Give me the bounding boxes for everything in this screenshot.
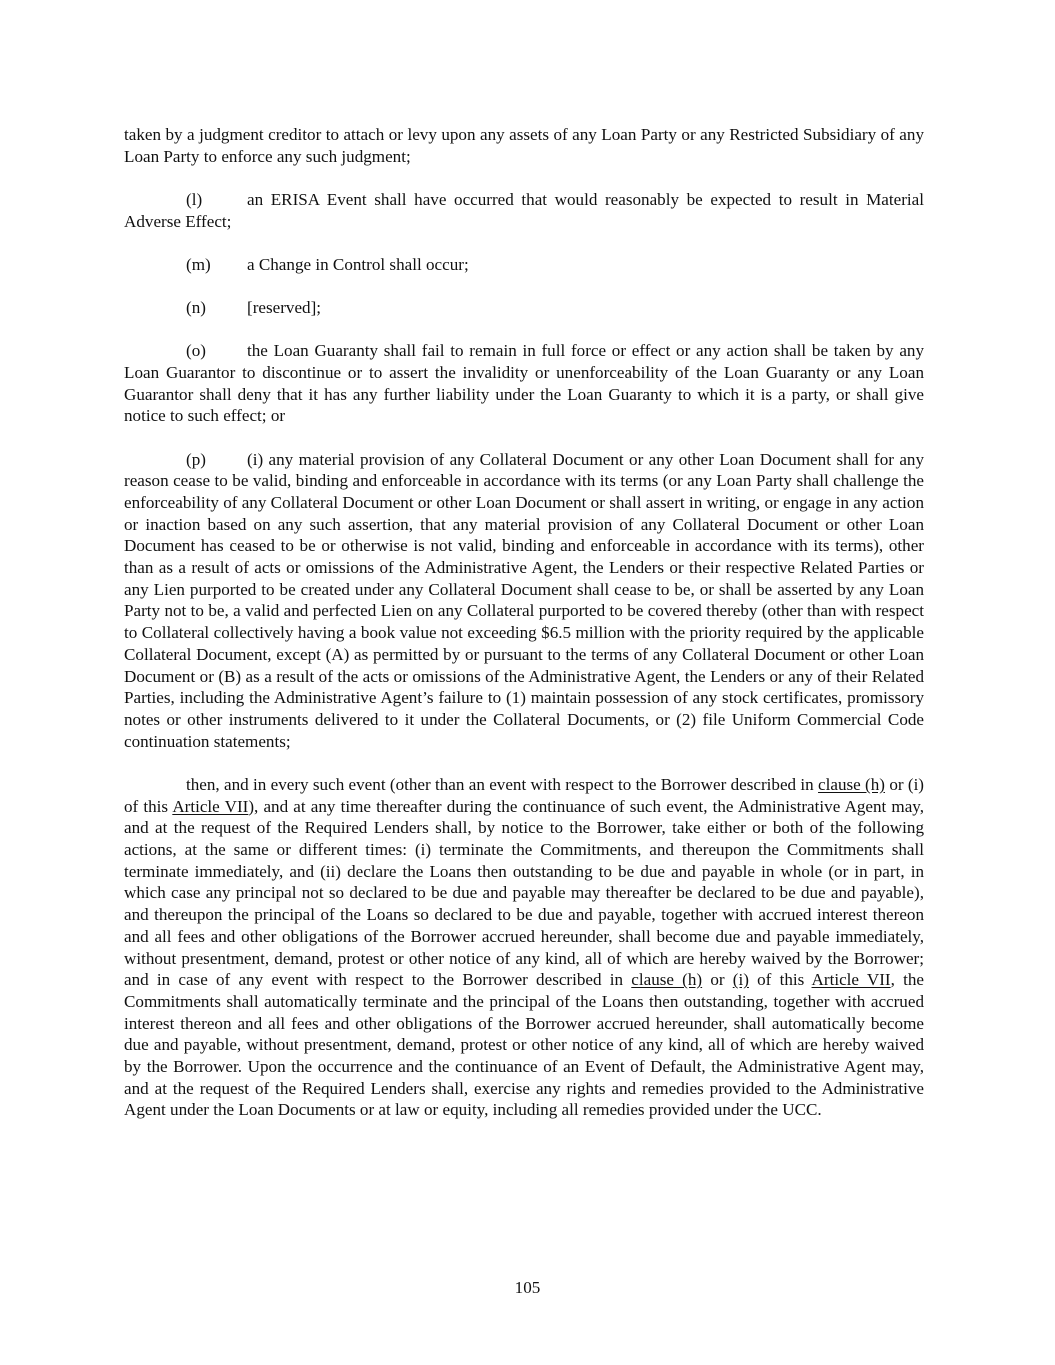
clause-text: the Loan Guaranty shall fail to remain in full force or effect or any action shall be taken by any Loan Guarantor to discontinue or to assert the invalidity or unenforceability of the Loan Guaranty or any Loan Guarantor shall deny that it has any further liability under the Loan Guaranty to which it is a party, or shall give notice to such effect; or (124, 341, 924, 426)
clause-p (124, 449, 924, 753)
remedies-text: or (i) of this (124, 774, 925, 816)
document-page (124, 124, 924, 1143)
clause-text: an ERISA Event shall have occurred that would reasonably be expected to result in Material Adverse Effect; (124, 189, 924, 231)
clause-i-reference: (i) (732, 970, 749, 990)
clause-h-reference: clause (h) (818, 774, 885, 794)
continuation-paragraph: taken by a judgment creditor to attach or levy upon any assets of any Loan Party or any Restricted Subsidiary of any Loan Party to enforce any such judgment; (124, 125, 924, 166)
remedies-text: or (702, 970, 733, 990)
remedies-text: of this (748, 970, 812, 990)
remedies-text: ), and at any time thereafter during the continuance of such event, the Administrative Agent may, and at the request of the Required Lenders shall, by notice to the Borrower, take either or both of the following actions, at the same or different times: (i) terminate the Commitments, and thereupon the Commitments shall terminate immediately, and (ii) declare the Loans then outstanding to be due and payable in whole (or in part, in which case any principal not so declared to be due and payable may thereafter be declared to be due and payable), and thereupon the principal of the Loans so declared to be due and payable, together with accrued interest thereon and all fees and other obligations of the Borrower accrued hereunder, shall become due and payable immediately, without presentment, demand, protest or other notice of any kind, all of which are hereby waived by the Borrower; and in case of any event with respect to the Borrower described in (124, 796, 925, 990)
clause-h-reference: clause (h) (631, 970, 703, 990)
clause-n (124, 297, 924, 319)
clause-label: (n) (186, 298, 206, 318)
clause-text: a Change in Control shall occur; (247, 254, 469, 274)
clause-o (124, 340, 924, 427)
clause-m (124, 254, 924, 276)
clause-text: [reserved]; (247, 298, 322, 318)
remedies-paragraph (124, 774, 924, 1121)
article-vii-reference: Article VII (811, 970, 891, 990)
clause-text: (i) any material provision of any Collateral Document or any other Loan Document shall for any reason cease to be valid, binding and enforceable in accordance with its terms (or any Loan Party shall challenge the enforceability of any Collateral Document or other Loan Document or shall assert in writing, or engage in any action or inaction based on any such assertion, that any material provision of any Collateral Document or other Loan Document has ceased to be or otherwise is not valid, binding and enforceable in accordance with its terms), other than as a result of acts or omissions of the Administrative Agent, the Lenders or their respective Related Parties or any Lien purported to be created under any Collateral Document shall cease to be, or shall be asserted by any Loan Party not to be, a valid and perfected Lien on any Collateral purported to be covered thereby (other than with respect to Collateral collectively having a book value not exceeding $6.5 million with the priority required by the applicable Collateral Document, except (A) as permitted by or pursuant to the terms of any Collateral Document or other Loan Document or (B) as a result of the acts or omissions of the Administrative Agent, the Lenders or any of their Related Parties, including the Administrative Agent’s failure to (1) maintain possession of any stock certificates, promissory notes or other instruments delivered to it under the Collateral Documents, or (2) file Uniform Commercial Code continuation statements; (124, 449, 924, 751)
remedies-text: , the Commitments shall automatically terminate and the principal of the Loans then outstanding, together with accrued interest thereon and all fees and other obligations of the Borrower accrued hereunder, shall automatically become due and payable, without presentment, demand, protest or other notice of any kind, all of which are hereby waived by the Borrower. Upon the occurrence and the continuance of an Event of Default, the Administrative Agent may, and at the request of the Required Lenders shall, exercise any rights and remedies provided to the Administrative Agent under the Loan Documents or at law or equity, including all remedies provided under the UCC. (124, 970, 924, 1120)
clause-label: (m) (186, 254, 211, 274)
remedies-text: then, and in every such event (other than an event with respect to the Borrower described in (186, 774, 819, 794)
clause-l (124, 189, 924, 232)
clause-label: (p) (186, 449, 206, 469)
article-vii-reference: Article VII (172, 796, 249, 816)
clause-label: (o) (186, 341, 206, 361)
clause-label: (l) (186, 189, 203, 209)
page-number: 105 (514, 1278, 541, 1297)
